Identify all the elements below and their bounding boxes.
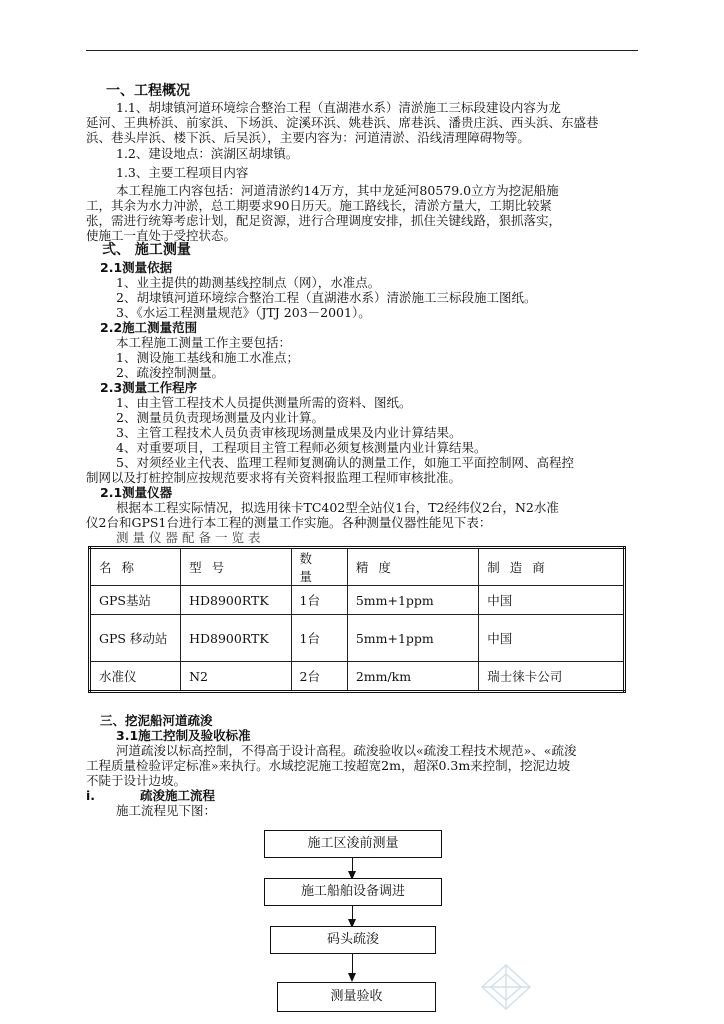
s21-item1: 1、业主提供的勘测基线控制点（网），水准点。 bbox=[116, 275, 381, 290]
s1-location: 1.2、建设地点：滨湖区胡埭镇。 bbox=[116, 146, 299, 161]
flow-step-dock-dredging: 码头疏浚 bbox=[270, 926, 436, 954]
th-maker: 制造商 bbox=[479, 548, 625, 586]
cell-qty: 1台 bbox=[291, 615, 347, 662]
s1-p4-line1: 本工程施工内容包括：河道清淤约14万方，其中龙延河80579.0立方为挖泥船施 bbox=[116, 183, 559, 198]
header-rule bbox=[86, 50, 638, 51]
th-model: 型号 bbox=[181, 548, 291, 586]
s24-line1: 根据本工程实际情况，拟选用徕卡TC402型全站仪1台，T2经纬仪2台，N2水准 bbox=[116, 500, 559, 515]
flow-arrow-2 bbox=[352, 906, 353, 926]
s22-title: 2.2施工测量范围 bbox=[100, 320, 198, 335]
s23-item5: 5、对须经业主代表、监理工程师复测确认的测量工作，如施工平面控制网、高程控 bbox=[116, 455, 574, 470]
cell-name: GPS 移动站 bbox=[90, 615, 181, 662]
cell-model: HD8900RTK bbox=[181, 615, 291, 662]
table-row bbox=[90, 586, 625, 615]
s22-item2: 1、测设施工基线和施工水准点； bbox=[116, 350, 299, 365]
s21-title: 2.1测量依据 bbox=[100, 260, 173, 275]
flow-step-acceptance-survey: 测量验收 bbox=[277, 982, 436, 1012]
cell-precision: 2mm/km bbox=[347, 662, 478, 692]
flow-arrow-3 bbox=[352, 954, 353, 980]
s1-p1-line1: 1.1、胡埭镇河道环境综合整治工程（直湖港水系）清淤施工三标段建设内容为龙 bbox=[116, 100, 561, 115]
s23-title: 2.3测量工作程序 bbox=[100, 380, 198, 395]
s31-line2: 工程质量检验评定标准»来执行。水域挖泥施工按超宽2m，超深0.3m来控制，挖泥边坡 bbox=[86, 758, 571, 773]
s1-items-title: 1.3、主要工程项目内容 bbox=[116, 165, 249, 180]
th-qty: 数量 bbox=[291, 548, 347, 586]
cell-model: N2 bbox=[181, 662, 291, 692]
table-row bbox=[90, 615, 625, 662]
s21-item3: 3、《水运工程测量规范》（JTJ 203－2001）。 bbox=[116, 305, 371, 320]
s1-p1-line3: 浜、巷头岸浜、楼下浜、后吴浜），主要内容为：河道清淤、沿线清理障碍物等。 bbox=[86, 130, 530, 145]
cell-model: HD8900RTK bbox=[181, 586, 291, 615]
section2-heading: 弍、 施工测量 bbox=[102, 242, 191, 258]
cell-maker: 中国 bbox=[479, 615, 625, 662]
s1-p4-line3: 张，需进行统筹考虑计划，配足资源，进行合理调度安排，抓住关键线路，狠抓落实， bbox=[86, 213, 562, 228]
flow-step-equipment-mobilization: 施工船舶设备调进 bbox=[264, 878, 442, 906]
table-header-row bbox=[90, 548, 625, 586]
s31-line3: 不陡于设计边坡。 bbox=[86, 773, 187, 788]
flow-arrow-1 bbox=[352, 858, 353, 878]
cell-maker: 瑞士徕卡公司 bbox=[479, 662, 625, 692]
s23-item1: 1、由主管工程技术人员提供测量所需的资料、图纸。 bbox=[116, 395, 412, 410]
flow-step-pre-survey: 施工区浚前测量 bbox=[264, 830, 442, 858]
s32-marker: i. bbox=[86, 788, 96, 803]
cell-qty: 2台 bbox=[291, 662, 347, 692]
s24-title: 2.1测量仪器 bbox=[100, 485, 173, 500]
cell-precision: 5mm+1ppm bbox=[347, 586, 478, 615]
section3-heading: 三、挖泥船河道疏浚 bbox=[100, 713, 213, 728]
s23-item3: 3、主管工程技术人员负责审核现场测量成果及内业计算结果。 bbox=[116, 425, 462, 440]
s1-p1-line2: 延河、王典桥浜、前家浜、下场浜、淀溪环浜、姚巷浜、席巷浜、潘贵庄浜、西头浜、东盛巷 bbox=[86, 115, 599, 130]
section1-heading: 一、工程概况 bbox=[106, 83, 190, 99]
watermark-logo-icon bbox=[478, 962, 534, 1012]
th-precision: 精度 bbox=[347, 548, 478, 586]
s23-item2: 2、测量员负责现场测量及内业计算。 bbox=[116, 410, 324, 425]
cell-maker: 中国 bbox=[479, 586, 625, 615]
table-caption: 测量仪器配备一览表 bbox=[116, 530, 265, 545]
s31-line1: 河道疏浚以标高控制，不得高于设计高程。疏浚验收以«疏浚工程技术规范»、«疏浚 bbox=[116, 743, 577, 758]
s31-title: 3.1施工控制及验收标准 bbox=[116, 728, 251, 743]
cell-qty: 1台 bbox=[291, 586, 347, 615]
s1-p4-line2: 工，其余为水力冲淤，总工期要求90日历天。施工路线长，清淤方量大，工期比较紧 bbox=[86, 198, 552, 213]
s23-item6: 制网以及打桩控制应按规范要求将有关资料报监理工程师审核批准。 bbox=[86, 470, 462, 485]
cell-precision: 5mm+1ppm bbox=[347, 615, 478, 662]
s24-line2: 仪2台和GPS1台进行本工程的测量工作实施。各种测量仪器性能见下表： bbox=[86, 515, 492, 530]
s32-title: 疏浚施工流程 bbox=[140, 788, 216, 803]
s22-item1: 本工程施工测量工作主要包括： bbox=[116, 335, 292, 350]
s32-intro: 施工流程见下图： bbox=[116, 803, 217, 818]
th-name: 名称 bbox=[90, 548, 181, 586]
cell-name: 水准仪 bbox=[90, 662, 181, 692]
s1-p4-line4: 使施工一直处于受控状态。 bbox=[86, 228, 237, 243]
table-row bbox=[90, 662, 625, 692]
s21-item2: 2、胡埭镇河道环境综合整治工程（直湖港水系）清淤施工三标段施工图纸。 bbox=[116, 290, 537, 305]
s23-item4: 4、对重要项目，工程项目主管工程师必须复核测量内业计算结果。 bbox=[116, 440, 487, 455]
s22-item3: 2、疏浚控制测量。 bbox=[116, 365, 224, 380]
cell-name: GPS基站 bbox=[90, 586, 181, 615]
instrument-table bbox=[88, 546, 626, 693]
